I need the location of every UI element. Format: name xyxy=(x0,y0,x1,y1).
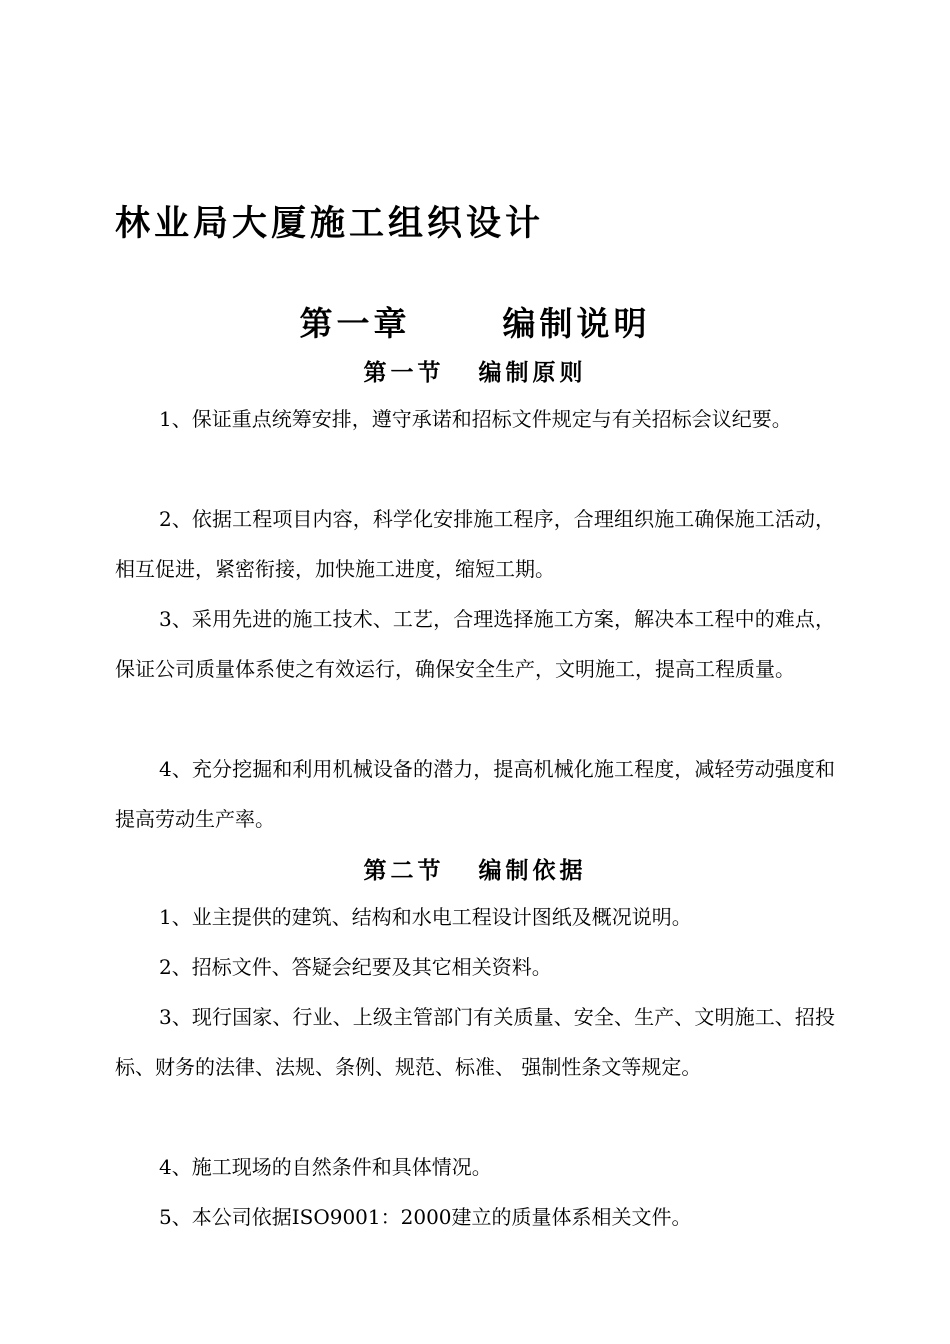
basis-paragraph-4: 4、施工现场的自然条件和具体情况。 xyxy=(159,1155,492,1179)
section-number: 第一节 xyxy=(363,360,445,386)
principle-paragraph-1: 1、保证重点统筹安排，遵守承诺和招标文件规定与有关招标会议纪要。 xyxy=(159,407,792,431)
principle-paragraph-3: 3、采用先进的施工技术、工艺，合理选择施工方案，解决本工程中的难点，保证公司质量体系使之有效运行，确保安全生产，文明施工，提高工程质量。 xyxy=(115,607,835,681)
basis-paragraph-1: 1、业主提供的建筑、结构和水电工程设计图纸及概况说明。 xyxy=(159,905,692,929)
section-heading-basis xyxy=(0,852,950,885)
section-title: 编制依据 xyxy=(478,858,587,884)
basis-paragraph-3: 3、现行国家、行业、上级主管部门有关质量、安全、生产、文明施工、招投标、财务的法律、法规、条例、规范、标准、 强制性条文等规定。 xyxy=(115,1005,835,1079)
basis-paragraph-5: 5、本公司依据ISO9001：2000建立的质量体系相关文件。 xyxy=(159,1205,692,1229)
section-heading-principles xyxy=(0,354,950,387)
section-title: 编制原则 xyxy=(478,360,587,386)
basis-paragraph-2: 2、招标文件、答疑会纪要及其它相关资料。 xyxy=(159,955,552,979)
principle-paragraph-2: 2、依据工程项目内容，科学化安排施工程序，合理组织施工确保施工活动，相互促进，紧密衔接，加快施工进度，缩短工期。 xyxy=(115,507,835,581)
section-number: 第二节 xyxy=(363,858,445,884)
document-title: 林业局大厦施工组织设计 xyxy=(115,204,545,244)
chapter-heading xyxy=(0,298,950,345)
principle-paragraph-4: 4、充分挖掘和利用机械设备的潜力，提高机械化施工程度，减轻劳动强度和提高劳动生产率。 xyxy=(115,757,835,831)
chapter-number: 第一章 xyxy=(299,304,411,343)
chapter-title: 编制说明 xyxy=(502,304,651,343)
